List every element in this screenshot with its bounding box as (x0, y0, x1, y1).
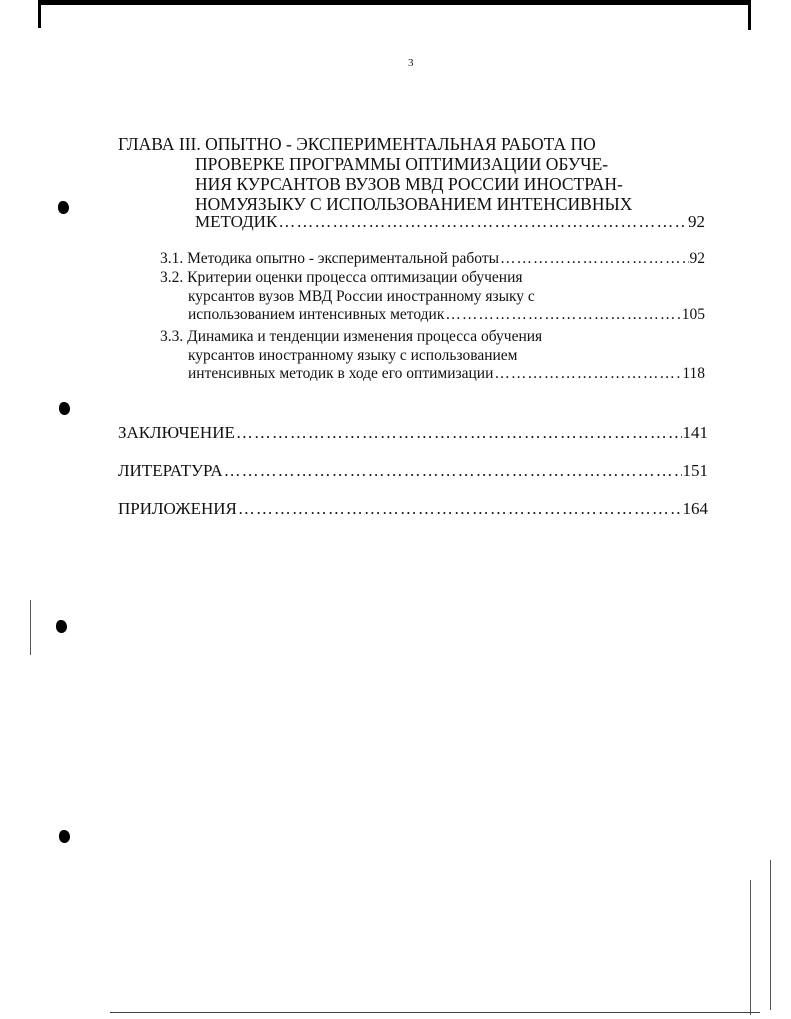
chapter-title-line-1: ГЛАВА III. ОПЫТНО - ЭКСПЕРИМЕНТАЛЬНАЯ РАБОТА ПО (118, 134, 596, 154)
section-3-3-line-2: курсантов иностранному языку с использованием (188, 347, 518, 364)
dot-leader (494, 365, 681, 383)
scan-edge-bottom (110, 1012, 760, 1013)
chapter-title-line-3: НИЯ КУРСАНТОВ ВУЗОВ МВД РОССИИ ИНОСТРАН- (195, 174, 623, 194)
dot-leader (445, 306, 680, 324)
punch-hole-4 (59, 830, 70, 843)
entry-label: ЗАКЛЮЧЕНИЕ (118, 423, 235, 442)
scan-edge-bottom-right-outer (770, 860, 771, 1010)
scan-edge-right (748, 0, 751, 30)
toc-entry-section-3-1[interactable] (160, 250, 705, 268)
toc-entry-chapter-3[interactable] (195, 212, 705, 232)
page-ref: 118 (682, 365, 705, 382)
punch-hole-2 (59, 402, 70, 415)
section-3-2-line-1: 3.2. Критерии оценки процесса оптимизации обучения (160, 269, 523, 286)
section-3-2-line-2: курсантов вузов МВД России иностранному языку с (188, 288, 535, 305)
dot-leader (278, 212, 687, 232)
scan-edge-left (38, 0, 41, 28)
toc-entry-section-3-2[interactable] (188, 306, 705, 324)
scan-edge-top (40, 0, 751, 5)
toc-entry-conclusion[interactable] (118, 423, 708, 443)
page-ref: 105 (681, 306, 705, 323)
punch-hole-3 (56, 620, 67, 633)
page-ref: 151 (682, 461, 708, 480)
dot-leader (500, 250, 688, 268)
chapter-title-line-2: ПРОВЕРКЕ ПРОГРАММЫ ОПТИМИЗАЦИИ ОБУЧЕ- (195, 154, 609, 174)
entry-label: ПРИЛОЖЕНИЯ (118, 499, 237, 518)
section-title: использованием интенсивных методик (188, 306, 445, 323)
dot-leader (238, 499, 682, 519)
page-ref: 92 (689, 250, 705, 267)
dot-leader (224, 461, 682, 481)
page-ref: 164 (682, 499, 708, 518)
toc-entry-section-3-3[interactable] (188, 365, 705, 383)
section-title: интенсивных методик в ходе его оптимизации (188, 365, 494, 382)
chapter-title-line-4: НОМУЯЗЫКУ С ИСПОЛЬЗОВАНИЕМ ИНТЕНСИВНЫХ (195, 194, 633, 214)
section-3-3-line-1: 3.3. Динамика и тенденции изменения процесса обучения (160, 328, 543, 345)
toc-entry-appendices[interactable] (118, 499, 708, 519)
page-number: 3 (408, 57, 414, 69)
scan-mark-left (30, 600, 31, 655)
chapter-title-last-line: МЕТОДИК (195, 212, 278, 231)
page-ref: 141 (682, 423, 708, 442)
section-title: 3.1. Методика опытно - экспериментальной работы (160, 250, 500, 267)
punch-hole-1 (58, 201, 69, 214)
toc-entry-literature[interactable] (118, 461, 708, 481)
scan-edge-bottom-right (750, 880, 751, 1015)
entry-label: ЛИТЕРАТУРА (118, 461, 223, 480)
dot-leader (236, 423, 682, 443)
page-ref: 92 (688, 212, 705, 231)
